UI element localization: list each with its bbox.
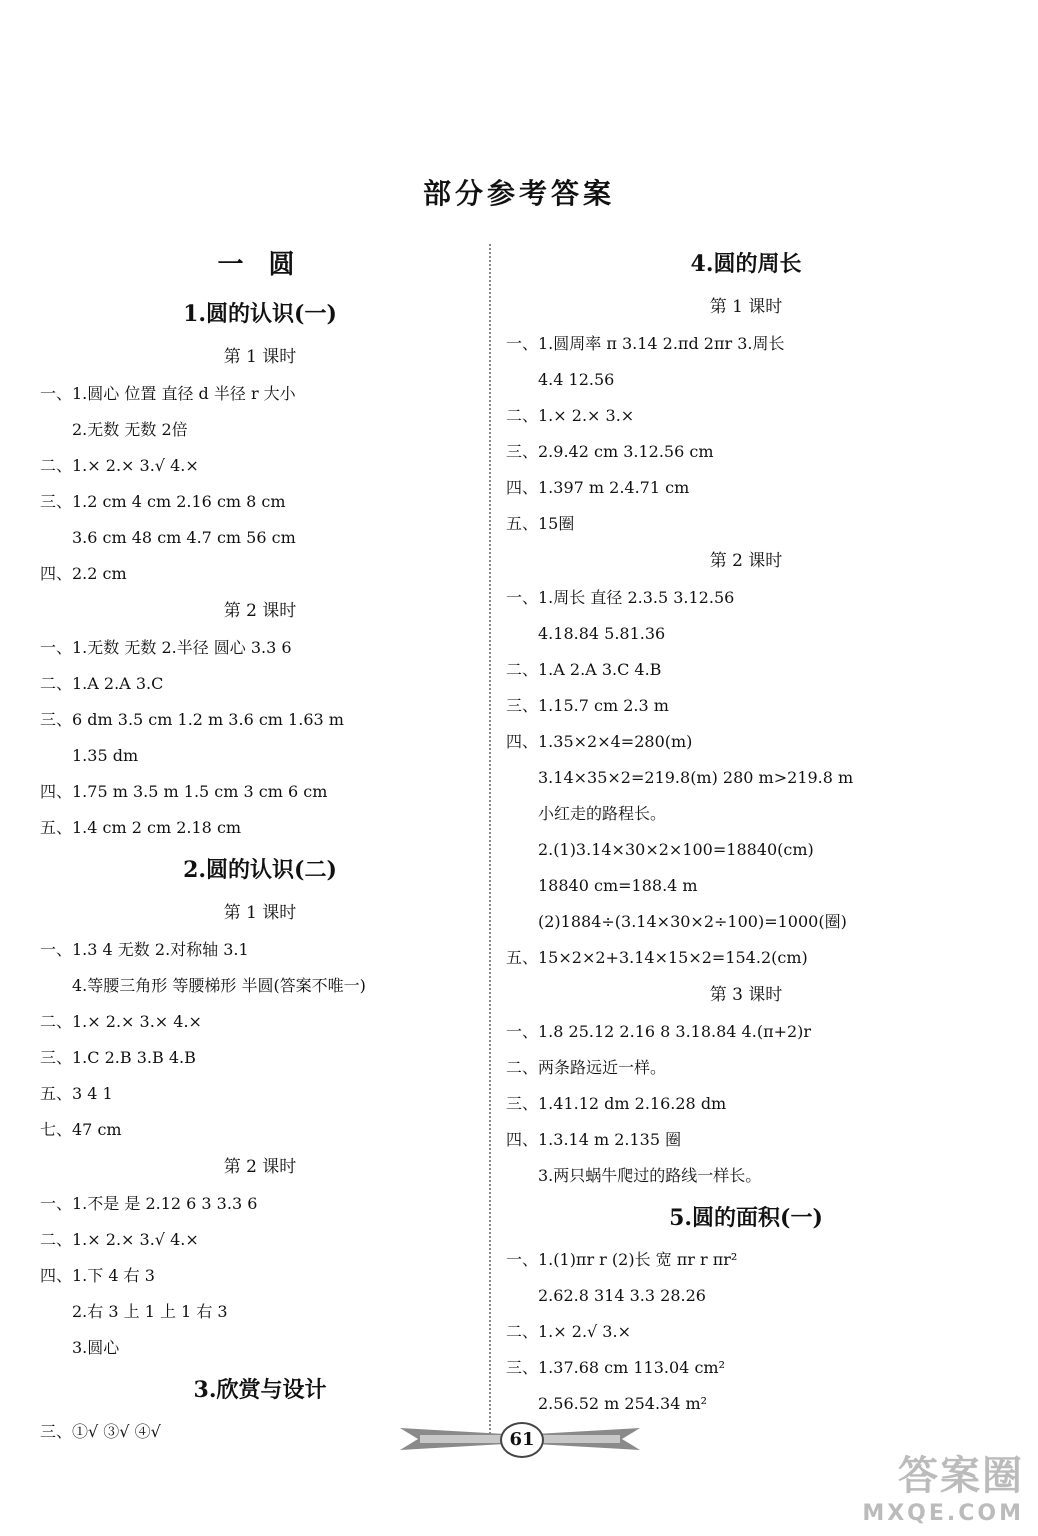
answer-line: 4.18.84 5.81.36 — [538, 624, 666, 643]
answer-line: 二、1.× 2.× 3.× — [506, 406, 635, 425]
answer-line: 2.(1)3.14×30×2×100=18840(cm) — [538, 840, 814, 859]
answer-line: 二、1.A 2.A 3.C 4.B — [506, 660, 662, 679]
answer-line: 四、1.35×2×4=280(m) — [506, 732, 693, 751]
answer-line: 2.右 3 上 1 上 1 右 3 — [72, 1302, 228, 1321]
answer-line: 三、1.41.12 dm 2.16.28 dm — [506, 1094, 727, 1113]
answer-line: 二、1.× 2.√ 3.× — [506, 1322, 631, 1341]
answer-line: 一、1.周长 直径 2.3.5 3.12.56 — [506, 588, 735, 607]
section-heading: 3.欣赏与设计 — [193, 1377, 327, 1403]
answer-line: 1.35 dm — [72, 746, 139, 765]
lesson-heading: 第 2 课时 — [223, 1157, 297, 1177]
right-column — [506, 240, 986, 1422]
answer-line: 三、1.15.7 cm 2.3 m — [506, 696, 669, 715]
answer-line: 五、15圈 — [506, 514, 575, 533]
answer-line: 4.等腰三角形 等腰梯形 半圆(答案不唯一) — [72, 976, 366, 995]
answer-line: 一、1.无数 无数 2.半径 圆心 3.3 6 — [40, 638, 292, 657]
answer-line: 小红走的路程长。 — [538, 804, 667, 823]
page-number: 61 — [500, 1422, 544, 1458]
answer-line: 一、1.圆周率 π 3.14 2.πd 2πr 3.周长 — [506, 334, 785, 353]
answer-line: 二、1.× 2.× 3.× 4.× — [40, 1012, 202, 1031]
answer-line: 七、47 cm — [40, 1120, 122, 1139]
watermark-logo: 答案圈 — [898, 1453, 1024, 1499]
section-heading: 5.圆的面积(一) — [669, 1205, 823, 1231]
answer-line: 二、1.× 2.× 3.√ 4.× — [40, 1230, 199, 1249]
section-heading: 4.圆的周长 — [690, 251, 802, 277]
answer-line: 3.两只蜗牛爬过的路线一样长。 — [538, 1166, 762, 1185]
answer-line: 四、1.下 4 右 3 — [40, 1266, 155, 1285]
answer-line: 3.圆心 — [72, 1338, 120, 1357]
left-column — [40, 240, 480, 1450]
answer-line: 三、①√ ③√ ④√ — [40, 1422, 161, 1441]
page-title: 部分参考答案 — [422, 177, 615, 210]
answer-line: 2.无数 无数 2倍 — [72, 420, 188, 439]
answer-line: 一、1.圆心 位置 直径 d 半径 r 大小 — [40, 384, 296, 403]
answer-line: (2)1884÷(3.14×30×2÷100)=1000(圈) — [538, 912, 847, 931]
answer-line: 二、1.A 2.A 3.C — [40, 674, 164, 693]
answer-line: 二、1.× 2.× 3.√ 4.× — [40, 456, 199, 475]
answer-line: 三、6 dm 3.5 cm 1.2 m 3.6 cm 1.63 m — [40, 710, 344, 729]
lesson-heading: 第 1 课时 — [709, 297, 783, 317]
answer-line: 三、1.2 cm 4 cm 2.16 cm 8 cm — [40, 492, 286, 511]
answer-line: 五、1.4 cm 2 cm 2.18 cm — [40, 818, 242, 837]
answer-line: 三、2.9.42 cm 3.12.56 cm — [506, 442, 714, 461]
column-divider — [489, 244, 491, 1434]
answer-line: 三、1.37.68 cm 113.04 cm² — [506, 1358, 725, 1377]
page-footer — [400, 1418, 640, 1458]
answer-line: 一、1.3 4 无数 2.对称轴 3.1 — [40, 940, 249, 959]
lesson-heading: 第 2 课时 — [709, 551, 783, 571]
lesson-heading: 第 1 课时 — [223, 903, 297, 923]
answer-line: 3.14×35×2=219.8(m) 280 m>219.8 m — [538, 768, 854, 787]
answer-line: 一、1.不是 是 2.12 6 3 3.3 6 — [40, 1194, 258, 1213]
answer-line: 二、两条路远近一样。 — [506, 1058, 667, 1077]
answer-line: 五、3 4 1 — [40, 1084, 113, 1103]
watermark-url: MXQE.COM — [862, 1501, 1024, 1526]
section-heading: 2.圆的认识(二) — [183, 857, 337, 883]
answer-line: 4.4 12.56 — [538, 370, 615, 389]
lesson-heading: 第 3 课时 — [709, 985, 783, 1005]
answer-line: 五、15×2×2+3.14×15×2=154.2(cm) — [506, 948, 808, 967]
lesson-heading: 第 1 课时 — [223, 347, 297, 367]
lesson-heading: 第 2 课时 — [223, 601, 297, 621]
answer-line: 三、1.C 2.B 3.B 4.B — [40, 1048, 196, 1067]
answer-line: 四、1.397 m 2.4.71 cm — [506, 478, 690, 497]
watermark — [862, 1444, 1024, 1526]
answer-line: 一、1.8 25.12 2.16 8 3.18.84 4.(π+2)r — [506, 1022, 812, 1041]
answer-line: 四、2.2 cm — [40, 564, 127, 583]
answer-line: 18840 cm=188.4 m — [538, 876, 698, 895]
answer-line: 一、1.(1)πr r (2)长 宽 πr r πr² — [506, 1250, 738, 1269]
answer-line: 2.56.52 m 254.34 m² — [538, 1394, 708, 1413]
answer-line: 3.6 cm 48 cm 4.7 cm 56 cm — [72, 528, 296, 547]
section-heading: 1.圆的认识(一) — [183, 301, 337, 327]
chapter-heading: 一 圆 — [217, 250, 303, 280]
answer-line: 2.62.8 314 3.3 28.26 — [538, 1286, 706, 1305]
answer-line: 四、1.75 m 3.5 m 1.5 cm 3 cm 6 cm — [40, 782, 328, 801]
answer-line: 四、1.3.14 m 2.135 圈 — [506, 1130, 682, 1149]
